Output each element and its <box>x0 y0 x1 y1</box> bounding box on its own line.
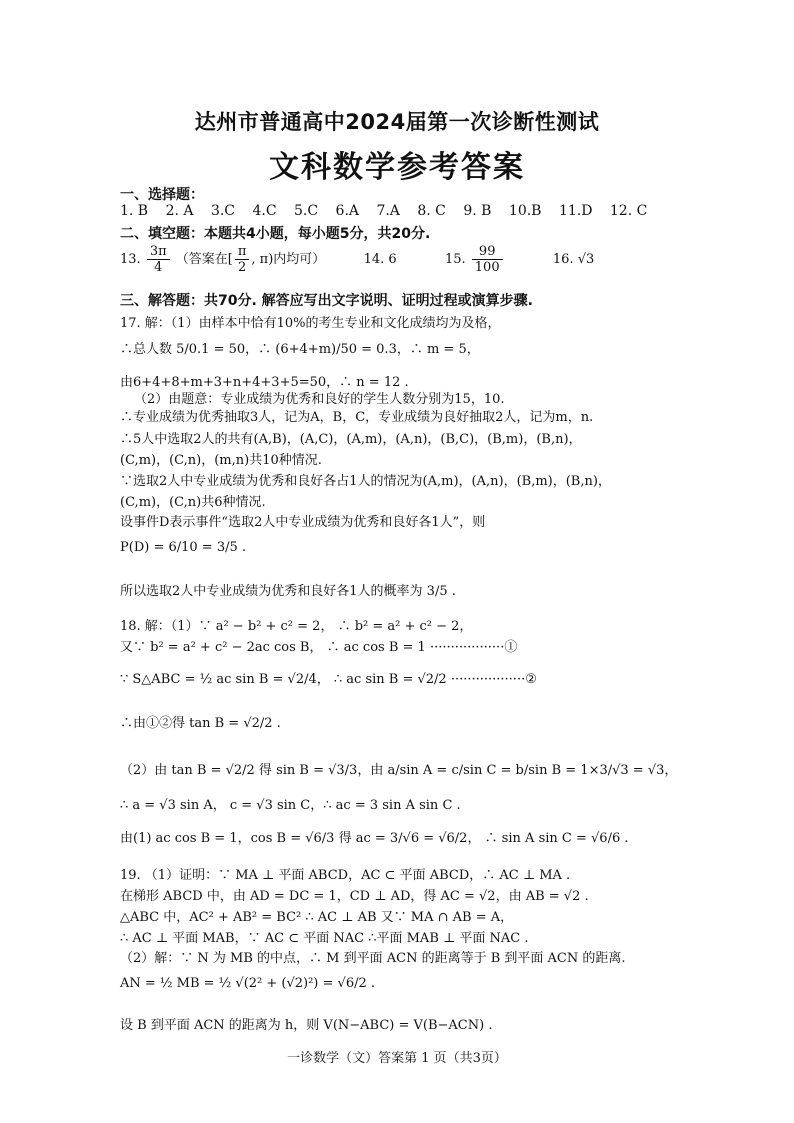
answer-key-title: 文科数学参考答案 <box>269 150 525 185</box>
choice-answers <box>120 203 680 219</box>
section-heading-fill: 二、填空题：本题共4小题，每小题5分，共20分. <box>120 226 431 242</box>
choice-answer: 3.C <box>210 203 236 219</box>
section-heading-solutions: 三、解答题：共70分. 解答应写出文字说明、证明过程或演算步骤. <box>120 293 533 309</box>
q19-line: 设 B 到平面 ACN 的距离为 h，则 V(N−ABC) = V(B−ACN) . <box>120 1018 493 1033</box>
q19-line: AN = ½ MB = ½ √(2² + (√2)²) = √6/2 . <box>120 976 376 991</box>
q13-inner-fraction: $\frac{\pi}{2}$ <box>235 244 250 275</box>
q13-note-start: （答案在[ <box>175 252 233 267</box>
q18-line: ∴ a = √3 sin A， c = √3 sin C，∴ ac = 3 sin A sin C . <box>120 798 461 813</box>
choice-answer: 2. A <box>165 203 194 219</box>
choice-answer: 9. B <box>463 203 492 219</box>
exam-title: 达州市普通高中2024届第一次诊断性测试 <box>194 110 600 134</box>
choice-answer: 10.B <box>508 203 542 219</box>
q17-line: ∵选取2人中专业成绩为优秀和良好各占1人的情况为(A,m)，(A,n)，(B,m)，(B,n)， <box>120 474 611 489</box>
q19-line: （2）解：∵ N 为 MB 的中点，∴ M 到平面 ACN 的距离等于 B 到平面 ACN 的距离. <box>120 951 626 966</box>
q18-line: （2）由 tan B = √2/2 得 sin B = √3/3，由 a/sin A = c/sin C = b/sin B = 1×3/√3 = √3， <box>120 763 678 778</box>
q18-line: ∴由①②得 tan B = √2/2 . <box>120 716 281 731</box>
q16-answer: 16. √3 <box>552 252 595 267</box>
q17-line: (C,m)，(C,n)共6种情况. <box>120 495 266 510</box>
choice-answer: 8. C <box>417 203 446 219</box>
choice-answer: 5.C <box>294 203 319 219</box>
q19-line: △ABC 中，AC² + AB² = BC² ∴ AC ⊥ AB 又∵ MA ∩ AB = A， <box>120 910 514 925</box>
q19-line: 在梯形 ABCD 中，由 AD = DC = 1，CD ⊥ AD，得 AC = √2，由 AB = √2 . <box>120 889 589 904</box>
q14-answer: 14. 6 <box>363 252 397 267</box>
q17-line: (C,m)，(C,n)，(m,n)共10种情况. <box>120 453 322 468</box>
q17-line: 所以选取2人中专业成绩为优秀和良好各1人的概率为 3/5 . <box>120 584 456 599</box>
q17-line: 17. 解：（1）由样本中恰有10%的考生专业和文化成绩均为及格， <box>120 316 501 331</box>
q17-line: P(D) = 6/10 = 3/5 . <box>120 540 247 555</box>
q13-fraction: $\frac{3\pi}{4}$ <box>147 244 170 275</box>
q15-fraction: $\frac{99}{100}$ <box>472 244 503 275</box>
choice-answer: 7.A <box>376 203 400 219</box>
q18-line: 又∵ b² = a² + c² − 2ac cos B， ∴ ac cos B = 1 ··················① <box>120 640 518 655</box>
choice-answer: 12. C <box>609 203 648 219</box>
q17-line: 设事件D表示事件“选取2人中专业成绩为优秀和良好各1人”，则 <box>120 515 486 530</box>
choice-answer: 4.C <box>252 203 277 219</box>
section-heading-choice: 一、选择题： <box>120 187 204 203</box>
q19-line: 19. （1）证明：∵ MA ⊥ 平面 ABCD，AC ⊂ 平面 ABCD，∴ AC ⊥ MA . <box>120 868 571 883</box>
q18-line: 由(1) ac cos B = 1，cos B = √6/3 得 ac = 3/√6 = √6/2， ∴ sin A sin C = √6/6 . <box>120 831 629 846</box>
q17-line: 由6+4+8+m+3+n+4+3+5=50，∴ n = 12 . <box>120 375 409 390</box>
q18-line: 18. 解：（1）∵ a² − b² + c² = 2， ∴ b² = a² + c² − 2， <box>120 619 473 634</box>
q17-line: ∴总人数 5/0.1 = 50，∴ (6+4+m)/50 = 0.3，∴ m = 5， <box>120 342 480 357</box>
choice-answer: 11.D <box>558 203 593 219</box>
choice-answer: 1. B <box>120 203 149 219</box>
q17-line: ∴5人中选取2人的共有(A,B)，(A,C)，(A,m)，(A,n)，(B,C)，(B,m)，(B,n)， <box>120 432 582 447</box>
q13-note-end: , π)内均可） <box>251 252 326 267</box>
q17-line: ∴专业成绩为优秀抽取3人，记为A，B，C，专业成绩为良好抽取2人，记为m，n. <box>120 410 594 425</box>
choice-answer: 6.A <box>335 203 359 219</box>
q19-line: ∴ AC ⊥ 平面 MAB，∵ AC ⊂ 平面 NAC ∴平面 MAB ⊥ 平面 NAC . <box>120 931 529 946</box>
fill-answers <box>120 244 594 275</box>
q15-number: 15. <box>444 252 466 267</box>
page-footer: 一诊数学（文）答案第 1 页（共3页） <box>287 1051 507 1066</box>
q17-line: （2）由题意：专业成绩为优秀和良好的学生人数分别为15，10. <box>134 392 505 407</box>
q13-number: 13. <box>120 252 141 267</box>
q18-line: ∵ S△ABC = ½ ac sin B = √2/4， ∴ ac sin B = √2/2 ··················② <box>120 672 537 687</box>
